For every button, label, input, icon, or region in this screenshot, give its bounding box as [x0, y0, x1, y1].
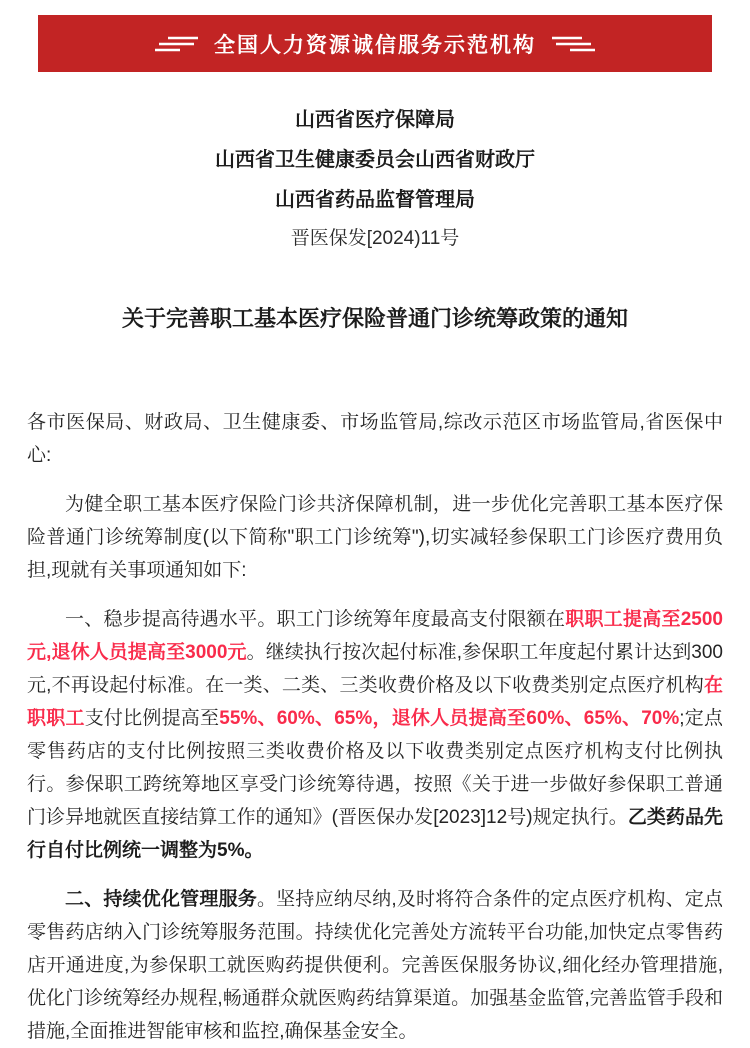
issuing-org-line-3: 山西省药品监督管理局 — [275, 189, 475, 211]
banner-title: 全国人力资源诚信服务示范机构 — [214, 33, 536, 57]
document-number: 晋医保发[2024)11号 — [290, 228, 460, 249]
issuing-org-line-2: 山西省卫生健康委员会山西省财政厅 — [215, 149, 535, 171]
text-run: 二、持续优化管理服务 — [65, 889, 257, 910]
text-run: 。坚持应纳尽纳,及时将符合条件的定点医疗机构、定点零售药店纳入门诊统筹服务范围。持续优化完善处方流转平台功能,加快定点零售药店开通进度,为参保职工就医购药提供便利。完善医保服务协议,细化经办管理措施,优化门诊统筹经办规程,畅通群众就医购药结算渠道。加强基金监管,完善监管手段和措施,全面推进智能审核和监控,确保基金安全。 — [27, 889, 723, 1042]
document-header — [0, 100, 750, 334]
issuing-org-line-1: 山西省医疗保障局 — [295, 109, 455, 131]
document-body — [27, 406, 723, 1048]
text-run: 。继续执行按次起付标准,参保职工年度起付累计达到300元,不再设起付标准。在一类、二类、三类收费价格及以下收费类别定点医疗机构 — [27, 642, 723, 696]
banner-left-lines-icon — [154, 34, 200, 54]
text-run: 一、稳步提高待遇水平。职工门诊统筹年度最高支付限额在 — [65, 609, 566, 630]
paragraph-intro — [27, 488, 723, 587]
certification-banner — [38, 15, 712, 72]
text-run: 为健全职工基本医疗保险门诊共济保障机制，进一步优化完善职工基本医疗保险普通门诊统筹制度(以下简称"职工门诊统筹"),切实减轻参保职工门诊医疗费用负担,现就有关事项通知如下: — [27, 494, 723, 581]
salutation-line: 各市医保局、财政局、卫生健康委、市场监管局,综改示范区市场监管局,省医保中心: — [27, 412, 723, 466]
paragraph-section-2 — [27, 883, 723, 1048]
text-run: ;定点零售药店的支付比例按照三类收费价格及以下收费类别定点医疗机构支付比例执行。参保职工跨统筹地区享受门诊统筹待遇，按照《关于进一步做好参保职工普通门诊异地就医直接结算工作的通知》(晋医保办发[2023]12号)规定执行。 — [27, 708, 723, 828]
text-run: 乙类药品先行自付比例统一调整为5%。 — [27, 807, 723, 861]
text-run: 在职职工 — [27, 675, 723, 729]
notice-document-page — [0, 15, 750, 1042]
paragraph-section-1 — [27, 603, 723, 867]
text-run: 55%、60%、65%，退休人员提高至60%、65%、70% — [219, 708, 680, 729]
text-run: 职职工提高至2500元,退休人员提高至3000元 — [27, 609, 723, 663]
text-run: 支付比例提高至 — [84, 708, 220, 729]
banner-right-lines-icon — [550, 34, 596, 54]
document-title: 关于完善职工基本医疗保险普通门诊统筹政策的通知 — [121, 306, 628, 331]
